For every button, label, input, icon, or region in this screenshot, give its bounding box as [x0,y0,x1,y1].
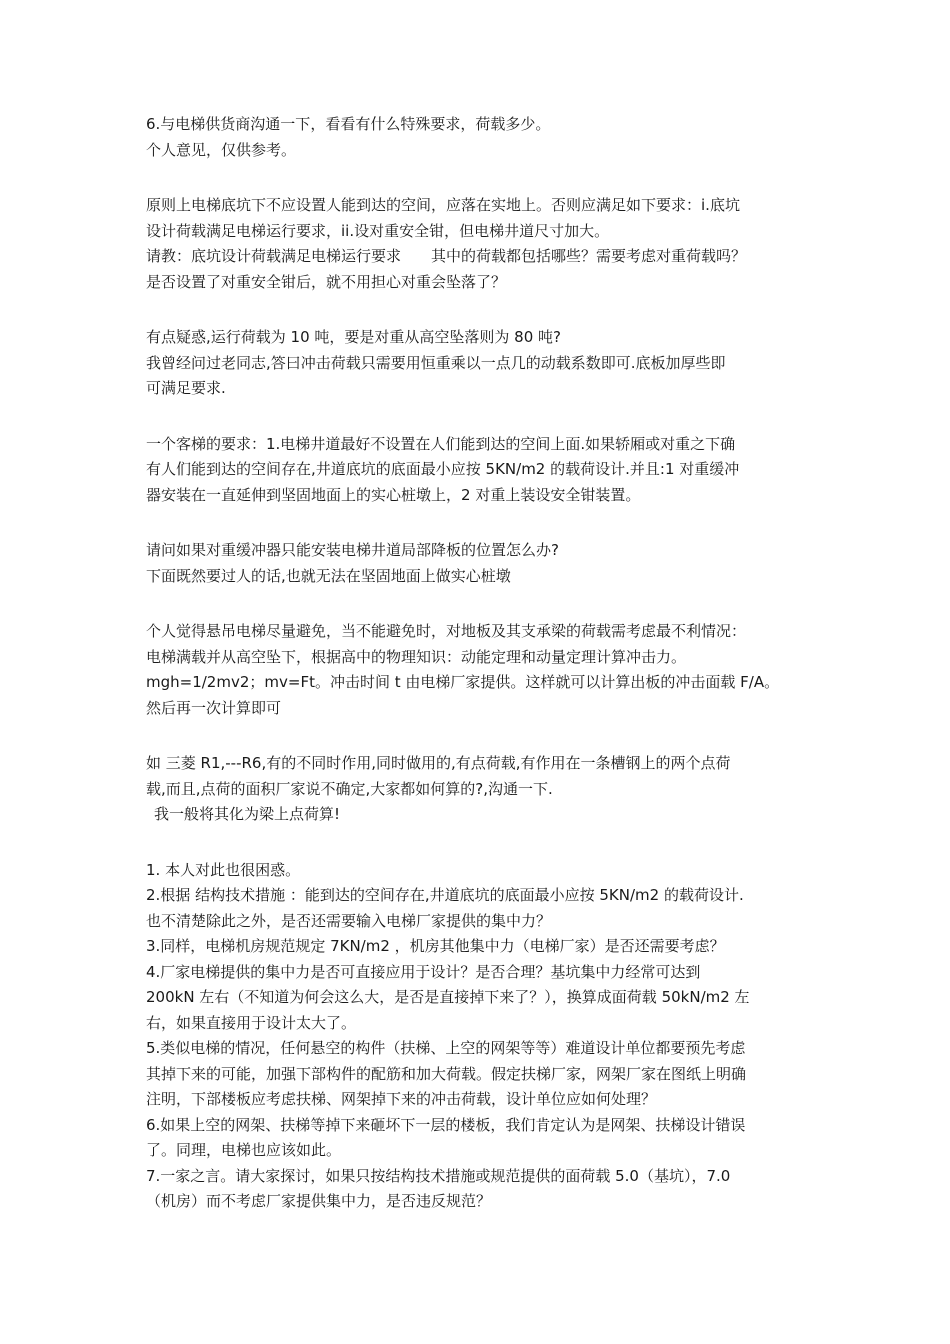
text-line: 我曾经问过老同志,答曰冲击荷载只需要用恒重乘以一点几的动载系数即可.底板加厚些即 [146,353,726,372]
text-line: 请问如果对重缓冲器只能安装电梯井道局部降板的位置怎么办? [146,541,559,559]
text-line: 注明，下部楼板应考虑扶梯、网架掉下来的冲击荷载，设计单位应如何处理？ [146,1090,657,1108]
text-line: 器安装在一直延伸到坚固地面上的实心桩墩上，2 对重上装设安全钳装置。 [146,485,641,504]
text-line: 5.类似电梯的情况，任何悬空的构件（扶梯、上空的网架等等）难道设计单位都要预先考虑 [146,1039,746,1057]
paragraph-8 [146,858,814,1215]
text-line: 是否设置了对重安全钳后，就不用担心对重会坠落了？ [146,272,507,291]
paragraph-1 [146,112,814,163]
text-line: 右，如果直接用于设计太大了。 [146,1013,357,1032]
text-line: 下面既然要过人的话,也就无法在坚固地面上做实心桩墩 [146,566,511,585]
text-line: 个人意见，仅供参考。 [146,140,297,159]
text-line: 请教：底坑设计荷载满足电梯运行要求 其中的荷载都包括哪些？需要考虑对重荷载吗？ [146,247,747,265]
text-line: 原则上电梯底坑下不应设置人能到达的空间，应落在实地上。否则应满足如下要求：i.底坑 [146,196,740,214]
text-line: 6.如果上空的网架、扶梯等掉下来砸坏下一层的楼板，我们肯定认为是网架、扶梯设计错误 [146,1115,746,1134]
text-line: 2.根据 结构技术措施 ：能到达的空间存在,井道底坑的底面最小应按 5KN/m2 的载荷设计. [146,886,744,904]
text-line: 了。同理，电梯也应该如此。 [146,1141,342,1159]
text-line: 可满足要求. [146,379,226,397]
text-line: 我一般将其化为梁上点荷算! [154,805,341,823]
text-line: 有点疑惑,运行荷载为 10 吨，要是对重从高空坠落则为 80 吨? [146,328,561,346]
paragraph-5 [146,538,814,589]
text-line: （机房）而不考虑厂家提供集中力，是否违反规范？ [146,1192,492,1210]
text-line: 7.一家之言。请大家探讨，如果只按结构技术措施或规范提供的面荷载 5.0（基坑），7.0 [146,1166,731,1185]
text-line: 4.厂家电梯提供的集中力是否可直接应用于设计？是否合理？基坑集中力经常可达到 [146,962,701,981]
text-line: 6.与电梯供货商沟通一下，看看有什么特殊要求，荷载多少。 [146,115,551,133]
text-line: 有人们能到达的空间存在,井道底坑的底面最小应按 5KN/m2 的载荷设计.并且:1 对重缓冲 [146,460,740,478]
text-line: 3.同样，电梯机房规范规定 7KN/m2 ，机房其他集中力（电梯厂家）是否还需要考虑？ [146,937,725,955]
text-line: 设计荷载满足电梯运行要求，ii.设对重安全钳，但电梯井道尺寸加大。 [146,221,610,240]
text-line: 一个客梯的要求：1.电梯井道最好不设置在人们能到达的空间上面.如果轿厢或对重之下确 [146,434,736,453]
text-line: 然后再一次计算即可 [146,698,282,717]
text-line: 200kN 左右（不知道为何会这么大，是否是直接掉下来了？），换算成面荷载 50kN/m2 左 [146,988,750,1006]
text-line: 个人觉得悬吊电梯尽量避免，当不能避免时，对地板及其支承梁的荷载需考虑最不利情况： [146,622,747,640]
text-line: 电梯满载并从高空坠下，根据高中的物理知识：动能定理和动量定理计算冲击力。 [146,647,687,666]
paragraph-2 [146,193,814,295]
paragraph-3 [146,325,814,402]
text-line: 其掉下来的可能，加强下部构件的配筋和加大荷载。假定扶梯厂家，网架厂家在图纸上明确 [146,1064,747,1083]
document-page [146,112,814,1215]
text-line: mgh=1/2mv2；mv=Ft。冲击时间 t 由电梯厂家提供。这样就可以计算出板的冲击面载 F/A。 [146,673,780,691]
text-line: 也不清楚除此之外，是否还需要输入电梯厂家提供的集中力？ [146,911,552,930]
text-line: 1. 本人对此也很困惑。 [146,860,301,879]
text-line: 如 三菱 R1,---R6,有的不同时作用,同时做用的,有点荷载,有作用在一条槽钢上的两个点荷 [146,754,731,772]
text-line: 载,而且,点荷的面积厂家说不确定,大家都如何算的?,沟通一下. [146,779,553,798]
paragraph-7 [146,751,814,828]
paragraph-4 [146,432,814,509]
paragraph-6 [146,619,814,721]
